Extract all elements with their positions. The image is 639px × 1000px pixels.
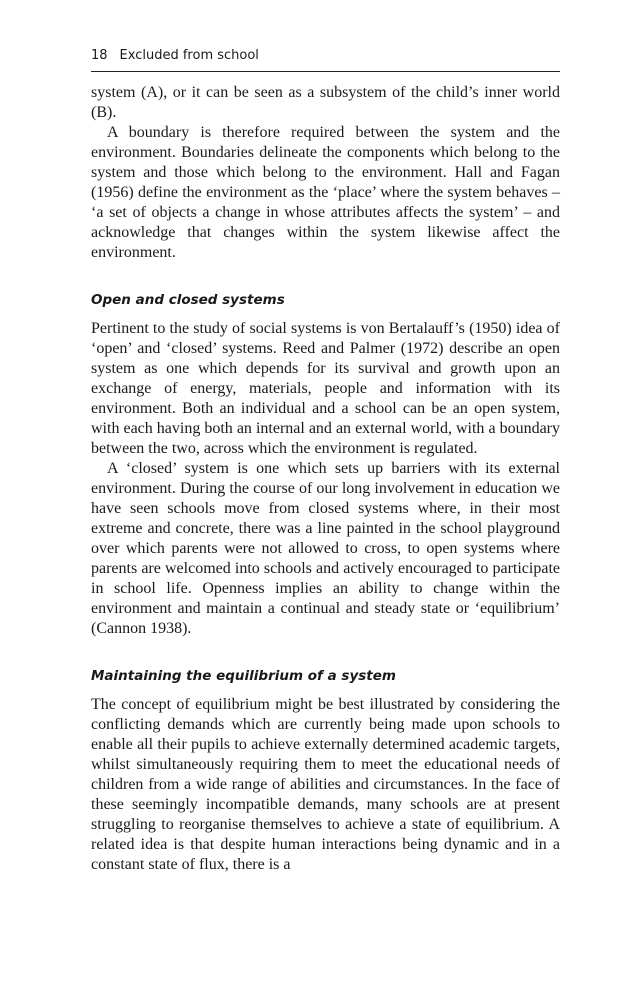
paragraph: A ‘closed’ system is one which sets up barriers with its external environment. During the course of our long involvement in education we have seen schools move from closed systems where, in their most extreme and concrete, there was a line painted in the school playground over which parents were not allowed to cross, to open systems where parents are welcomed into schools and actively encouraged to participate in school life. Openness implies an ability to change within the environment and maintain a continual and steady state or ‘equilibrium’ (Cannon 1938). bbox=[91, 460, 560, 637]
section-heading-open-closed: Open and closed systems bbox=[91, 292, 285, 308]
paragraph: Pertinent to the study of social systems is von Bertalauff’s (1950) idea of ‘open’ and ‘closed’ systems. Reed and Palmer (1972) describe an open system as one which depends for its survival and growth upon an exchange of energy, materials, people and information with its environment. Both an individual and a school can be an open system, with each having both an internal and an external world, with a boundary between the two, across which the environment is regulated. bbox=[91, 320, 560, 457]
section-body-open-closed bbox=[91, 319, 560, 639]
paragraph: The concept of equilibrium might be best illustrated by considering the conflicting demands which are currently being made upon schools to enable all their pupils to achieve externally determined academic targets, whilst simultaneously requiring them to meet the educational needs of children from a wide range of abilities and circumstances. In the face of these seemingly incompatible demands, many schools are at present struggling to reorganise themselves to achieve a state of equilibrium. A related idea is that despite human interactions being dynamic and in a constant state of flux, there is a bbox=[91, 696, 560, 873]
running-header bbox=[91, 48, 560, 72]
book-page bbox=[91, 48, 560, 875]
running-title: Excluded from school bbox=[119, 48, 259, 63]
page-number: 18 bbox=[91, 48, 108, 63]
paragraph: A boundary is therefore required between the system and the environment. Boundaries delineate the components which belong to the system and those which belong to the environment. Hall and Fagan (1956) define the environment as the ‘place’ where the system behaves – ‘a set of objects a change in whose attributes affects the system’ – and acknowledge that changes within the system likewise affect the environment. bbox=[91, 124, 560, 261]
section-heading-equilibrium: Maintaining the equilibrium of a system bbox=[91, 668, 396, 684]
intro-text bbox=[91, 83, 560, 263]
section-body-equilibrium bbox=[91, 695, 560, 875]
paragraph: system (A), or it can be seen as a subsystem of the child’s inner world (B). bbox=[91, 84, 560, 121]
